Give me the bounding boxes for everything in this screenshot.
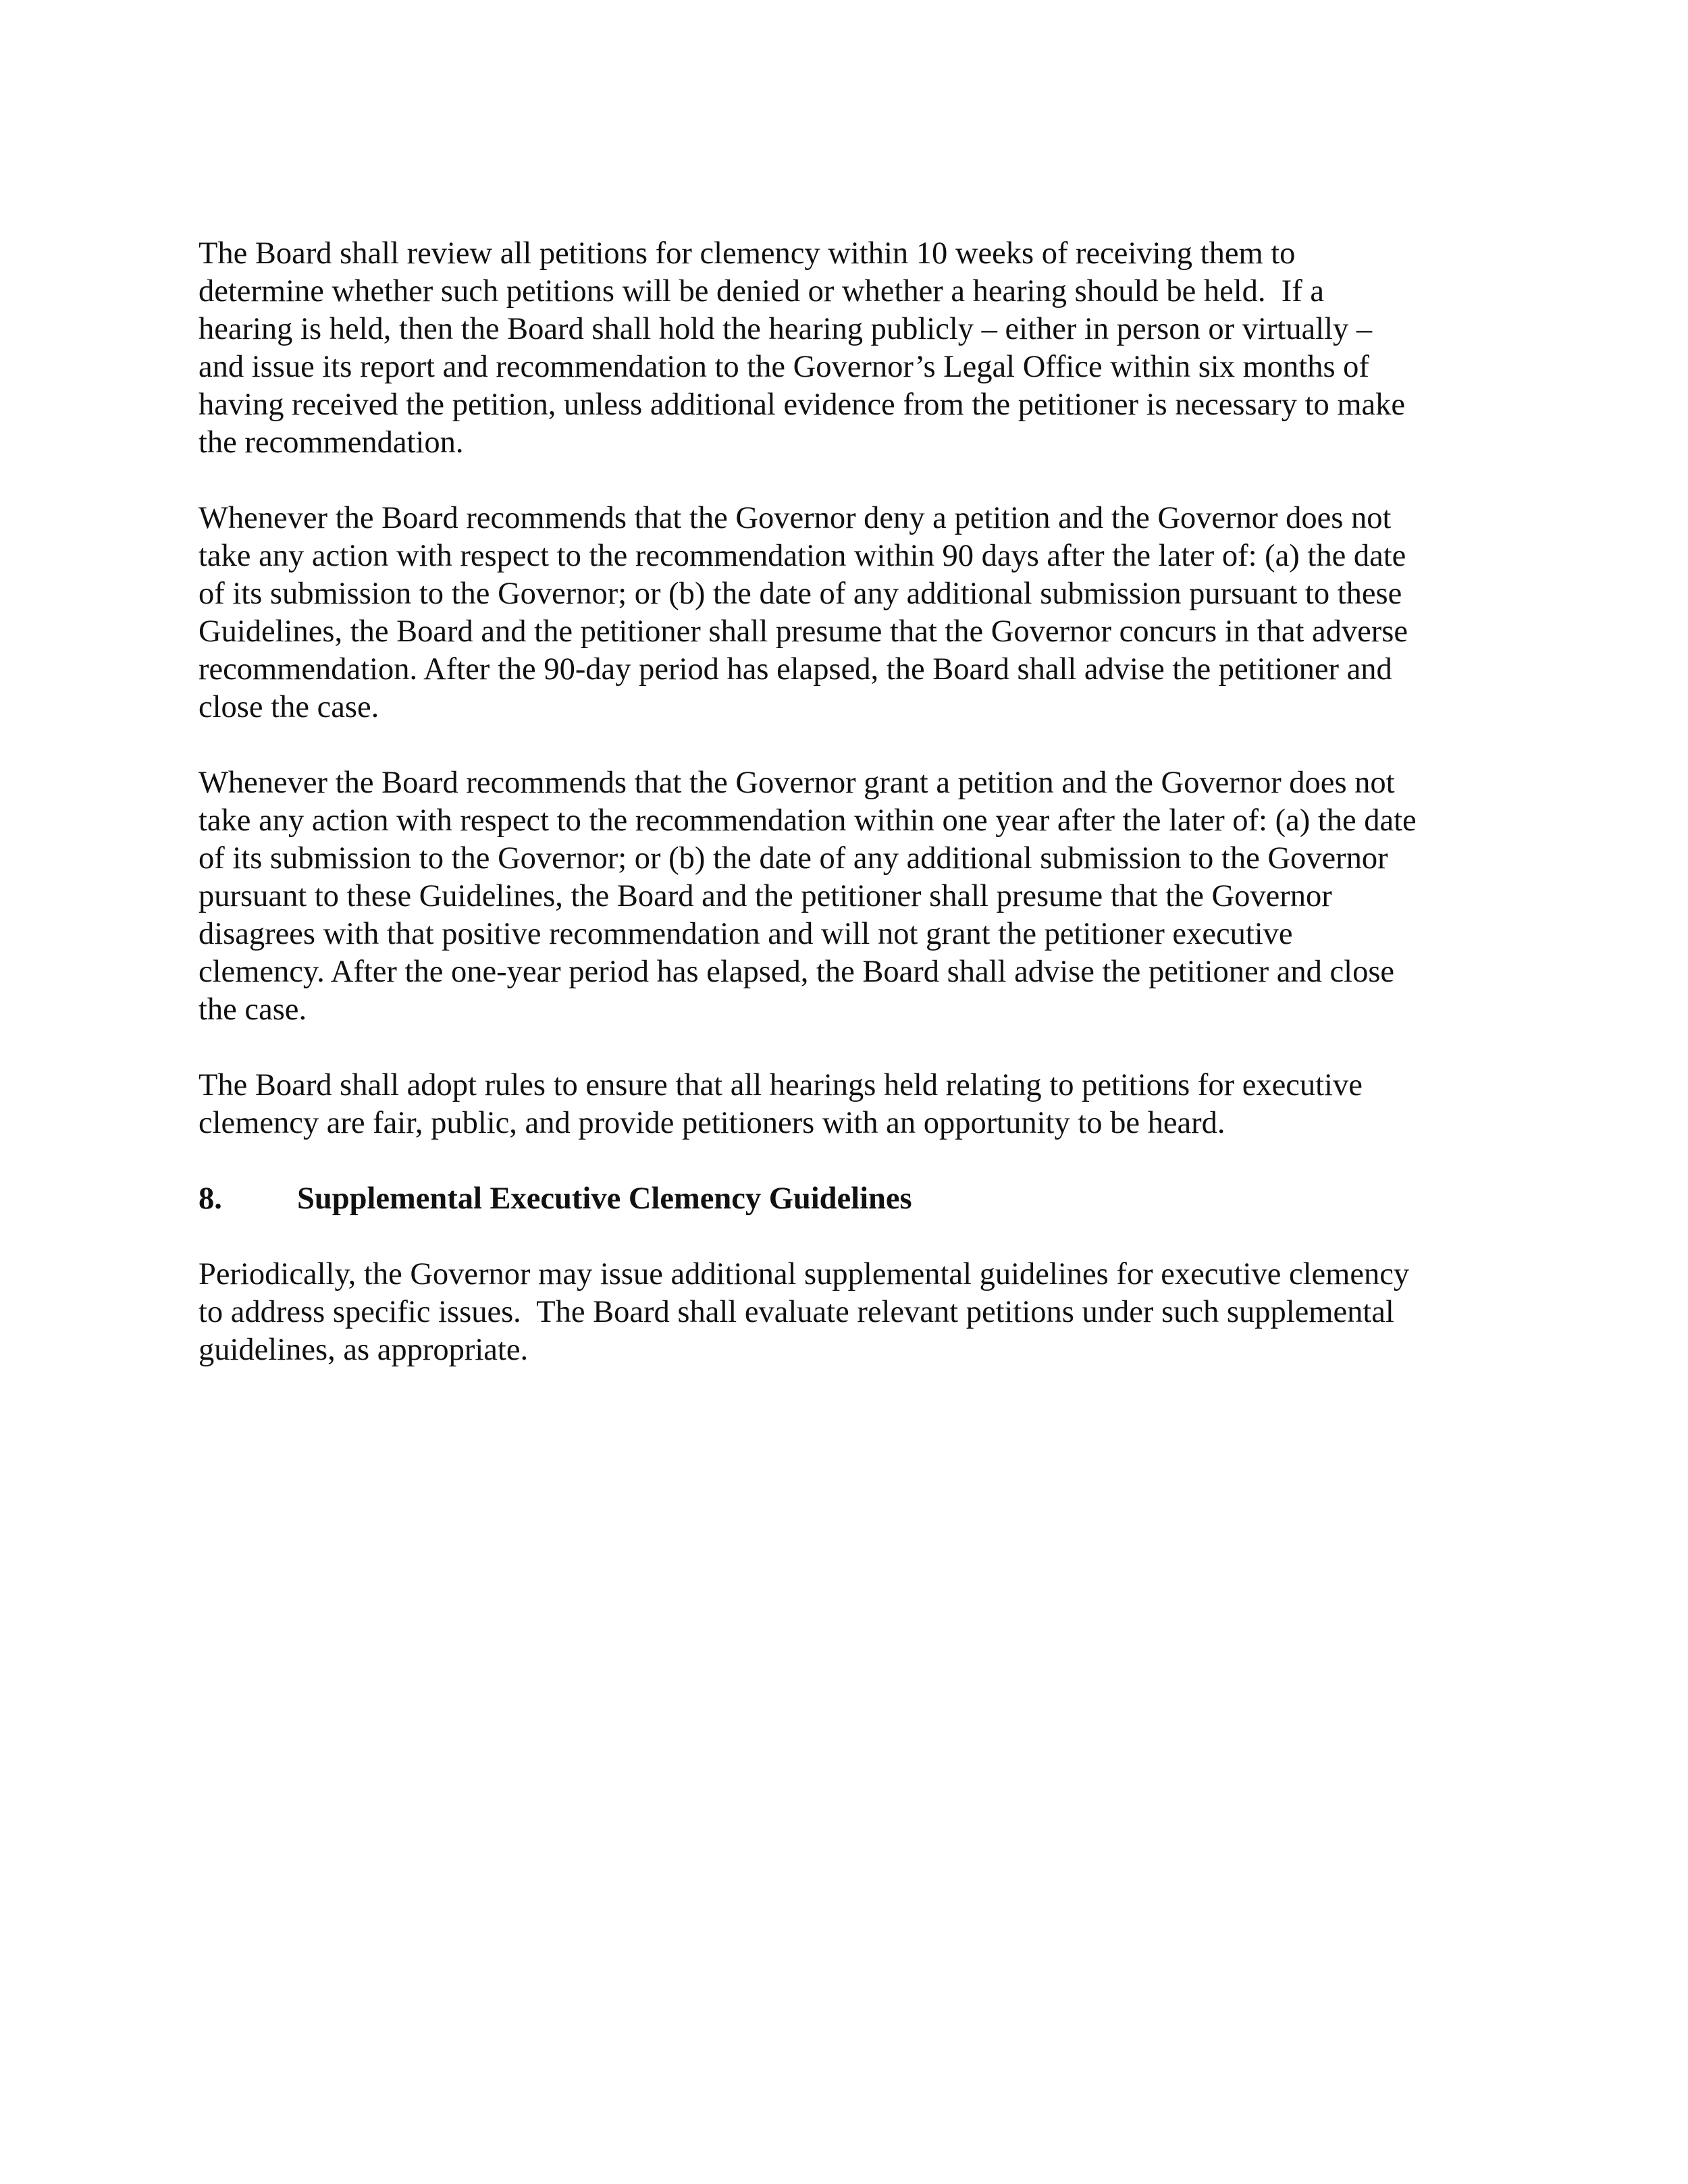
paragraph-spacer [199, 726, 1495, 764]
text-line: of its submission to the Governor; or (b) the date of any additional submission to the Governor [199, 841, 1388, 876]
paragraph-spacer [199, 1142, 1495, 1180]
paragraph-hearing-rules [199, 1067, 1495, 1142]
text-line: The Board shall adopt rules to ensure that all hearings held relating to petitions for executive [199, 1068, 1363, 1102]
text-line: take any action with respect to the recommendation within 90 days after the later of: (a) the date [199, 539, 1406, 573]
text-line: guidelines, as appropriate. [199, 1333, 529, 1367]
paragraph-petition-review [199, 235, 1495, 462]
text-line: clemency. After the one-year period has elapsed, the Board shall advise the petitioner and close [199, 955, 1395, 989]
text-line: having received the petition, unless additional evidence from the petitioner is necessary to make [199, 388, 1406, 422]
text-line: the case. [199, 992, 307, 1027]
section-number: 8. [199, 1181, 222, 1216]
paragraph-spacer [199, 1029, 1495, 1067]
paragraph-spacer [199, 462, 1495, 500]
document-body [199, 235, 1495, 1369]
text-line: clemency are fair, public, and provide petitioners with an opportunity to be heard. [199, 1106, 1225, 1140]
section-heading [199, 1180, 1495, 1218]
paragraph-grant-recommendation [199, 764, 1495, 1029]
text-line: of its submission to the Governor; or (b) the date of any additional submission pursuant to these [199, 577, 1402, 611]
text-line: pursuant to these Guidelines, the Board and the petitioner shall presume that the Governor [199, 879, 1332, 913]
text-line: hearing is held, then the Board shall hold the hearing publicly – either in person or virtually – [199, 312, 1373, 346]
text-line: The Board shall review all petitions for clemency within 10 weeks of receiving them to [199, 236, 1296, 271]
text-line: disagrees with that positive recommendation and will not grant the petitioner executive [199, 917, 1293, 951]
paragraph-deny-recommendation [199, 500, 1495, 726]
paragraph-supplemental-guidelines [199, 1256, 1495, 1369]
text-line: close the case. [199, 690, 379, 724]
text-line: the recommendation. [199, 425, 464, 460]
text-line: Whenever the Board recommends that the Governor grant a petition and the Governor does not [199, 766, 1395, 800]
section-title: Supplemental Executive Clemency Guidelines [297, 1181, 912, 1216]
text-line: Periodically, the Governor may issue additional supplemental guidelines for executive clemency [199, 1257, 1410, 1291]
text-line: determine whether such petitions will be denied or whether a hearing should be held. If a [199, 274, 1325, 309]
text-line: and issue its report and recommendation to the Governor’s Legal Office within six months of [199, 350, 1369, 384]
text-line: to address specific issues. The Board shall evaluate relevant petitions under such supplemental [199, 1295, 1394, 1329]
text-line: take any action with respect to the recommendation within one year after the later of: (a) the date [199, 803, 1417, 838]
text-line: recommendation. After the 90-day period has elapsed, the Board shall advise the petitioner and [199, 652, 1392, 687]
text-line: Whenever the Board recommends that the Governor deny a petition and the Governor does not [199, 501, 1392, 535]
text-line: Guidelines, the Board and the petitioner shall presume that the Governor concurs in that adverse [199, 614, 1408, 649]
paragraph-spacer [199, 1218, 1495, 1256]
